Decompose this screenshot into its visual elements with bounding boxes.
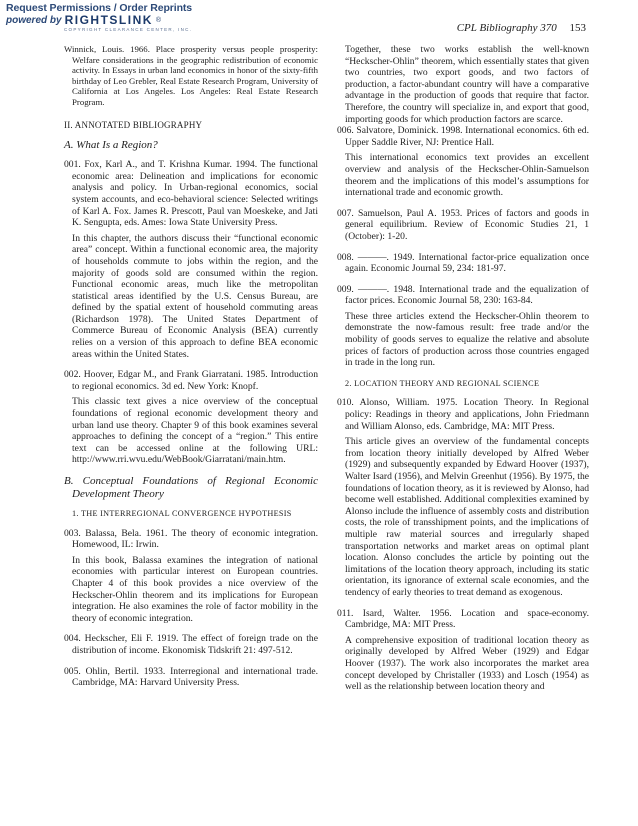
annotation: These three articles extend the Heckscher-Ohlin theorem to demonstrate the now-famous result: free trade and/or the mobility of goods serves to equalize the relative and absolute prices of factors of production across those countries engaged in trade in the long run. bbox=[345, 310, 589, 369]
powered-by-rightslink bbox=[6, 14, 206, 27]
annotation: This international economics text provides an excellent overview and analysis of the Heckscher-Ohlin-Samuelson theorem and the implications of this model’s assumptions for international trade and economic growth. bbox=[345, 152, 589, 199]
running-head bbox=[457, 22, 586, 34]
citation: 010. Alonso, William. 1975. Location Theory. In Regional policy: Readings in theory and applications, John Friedmann and William Alonso, eds. Cambridge, MA: MIT Press. bbox=[337, 397, 589, 432]
rightslink-logo: RIGHTSLINK bbox=[64, 13, 153, 27]
ccc-tagline: COPYRIGHT CLEARANCE CENTER, INC. bbox=[64, 27, 193, 32]
subsubsection-location-theory: 2. LOCATION THEORY AND REGIONAL SCIENCE bbox=[345, 378, 540, 388]
entry-009 bbox=[337, 284, 589, 369]
registered-mark: ® bbox=[155, 17, 162, 24]
entry-001 bbox=[64, 159, 318, 360]
subsection-title: B. Conceptual Foundations of Regional Economic Development Theory bbox=[64, 475, 318, 500]
citation: 003. Balassa, Bela. 1961. The theory of economic integration. Homewood, IL: Irwin. bbox=[64, 527, 318, 551]
annotation: In this book, Balassa examines the integration of national economies with particular interest on European countries. Chapter 4 of this book provides a nice overview of the Heckscher-Ohlin theorem and its implications for European integration. He also examines the role of factor mobility in the theory of economic integration. bbox=[72, 554, 318, 624]
rightslink-banner[interactable] bbox=[6, 2, 206, 40]
heckscher-ohlin-annotation: Together, these two works establish the well-known “Heckscher-Ohlin” theorem, which essentially states that given two countries, two export goods, and two factors of production, a factor-abundant country will have a comparative advantage in the production of goods that require that factor. Therefore, the country will specialize in, and export that good, importing goods for which production factors are scarce. bbox=[345, 44, 589, 125]
citation: 007. Samuelson, Paul A. 1953. Prices of factors and goods in general equilibrium. Review of Economic Studies 21, 1 (October): 1-20. bbox=[337, 207, 589, 242]
annotation: A comprehensive exposition of traditional location theory as originally developed by Alfred Weber (1929) and Edgar Hoover (1937). The work also incorporates the market area concept developed by Christaller (1933) and Losch (1954) as well as the relationship between location theory and bbox=[345, 634, 589, 693]
entry-003 bbox=[64, 528, 318, 625]
subsubsection-convergence: 1. THE INTERREGIONAL CONVERGENCE HYPOTHESIS bbox=[72, 509, 292, 518]
powered-by-label: powered by bbox=[6, 15, 62, 26]
annotation: This article gives an overview of the fundamental concepts from location theory initially developed by Alfred Weber (1929) and subsequently expanded by Edward Hoover (1937), Walter Isard (1956), and Melvin Greenhut (1956). By 1975, the foundations of location theory, as it is reviewed by Alonso, had become well established. Additional complexities examined by Alonso include the influence of assembly costs and distribution costs, the role of transshipment points, and the implications of multiple raw material sources and irregularly shaped transportation networks and market areas on optimal plant location. Alonso concludes the article by pointing out the limitations of the location theory approach, including its static orientation, its ignorance of external scale economies, and the tendency of early theories to treat demand as exogenous. bbox=[345, 436, 589, 598]
citation: 011. Isard, Walter. 1956. Location and space-economy. Cambridge, MA: MIT Press. bbox=[337, 607, 589, 631]
request-permissions-link[interactable]: Request Permissions / Order Reprints bbox=[6, 2, 193, 14]
entry-002 bbox=[64, 369, 318, 466]
entry-006 bbox=[337, 125, 589, 199]
entry-008 bbox=[337, 252, 589, 275]
entry-004 bbox=[64, 633, 318, 656]
entry-010 bbox=[337, 397, 589, 598]
winnick-reference: Winnick, Louis. 1966. Place prosperity versus people prosperity: Welfare considerations in the geographic redistribution of economic activity. In Essays in urban land economics in honor of the sixty-fifth birthday of Leo Grebler, Real Estate Research Program, University of California at Los Angeles. Los Angeles: Real Estate Research Program. bbox=[64, 44, 318, 107]
citation: 009. ———. 1948. International trade and the equalization of factor prices. Economic Journal 58, 230: 163-84. bbox=[337, 283, 589, 307]
subsection-conceptual-foundations bbox=[64, 475, 318, 501]
annotation: In this chapter, the authors discuss their “functional economic area” concept. Within a functional economic area, the majority of households commute to jobs within the region, and the majority of goods sold are consumed within the region. Functional economic areas, much like the metropolitan statistical areas identified by the U.S. Census Bureau, are defined by the spatial extent of household commuting areas (Richardson 1978). The United States Department of Commerce Bureau of Economic Analysis (BEA) currently relies on a version of this approach to define BEA economic areas within the United States. bbox=[72, 232, 318, 360]
entry-011 bbox=[337, 608, 589, 693]
entry-007 bbox=[337, 208, 589, 243]
running-head-title: CPL Bibliography 370 bbox=[456, 22, 557, 34]
entry-005 bbox=[64, 666, 318, 689]
right-column bbox=[337, 44, 589, 702]
citation: 005. Ohlin, Bertil. 1933. Interregional and international trade. Cambridge, MA: Harvard University Press. bbox=[64, 665, 318, 689]
subsection-what-is-region: A. What Is a Region? bbox=[64, 139, 158, 152]
citation: 006. Salvatore, Dominick. 1998. International economics. 6th ed. Upper Saddle River, NJ: Prentice Hall. bbox=[337, 125, 589, 148]
page-number: 153 bbox=[569, 22, 586, 34]
annotation: This classic text gives a nice overview of the conceptual foundations of regional economic development theory and urban land use theory. Chapter 9 of this book examines several approaches to defining the concept of a “region.” This entire text can be accessed online at the following URL: http://www.rri.wvu.edu/WebBook/Giarratani/main.htm. bbox=[72, 396, 318, 466]
section-annotated-bibliography: II. ANNOTATED BIBLIOGRAPHY bbox=[64, 119, 203, 130]
citation: 004. Heckscher, Eli F. 1919. The effect of foreign trade on the distribution of income. Ekonomisk Tidskrift 21: 497-512. bbox=[64, 633, 318, 656]
citation: 001. Fox, Karl A., and T. Krishna Kumar. 1994. The functional economic area: Delineation and implications for economic analysis and policy. In Urban-regional economics, social system accounts, and eco-behavioral science: Selected writings of Karl A. Fox. James R. Prescott, Paul van Moeskeke, and Jati K. Sengupta, eds. Ames: Iowa State University Press. bbox=[64, 159, 318, 229]
left-column bbox=[64, 44, 318, 698]
citation: 008. ———. 1949. International factor-price equalization once again. Economic Journal 59, 234: 181-97. bbox=[337, 251, 589, 275]
citation: 002. Hoover, Edgar M., and Frank Giarratani. 1985. Introduction to regional economics. 3d ed. New York: Knopf. bbox=[64, 369, 318, 392]
